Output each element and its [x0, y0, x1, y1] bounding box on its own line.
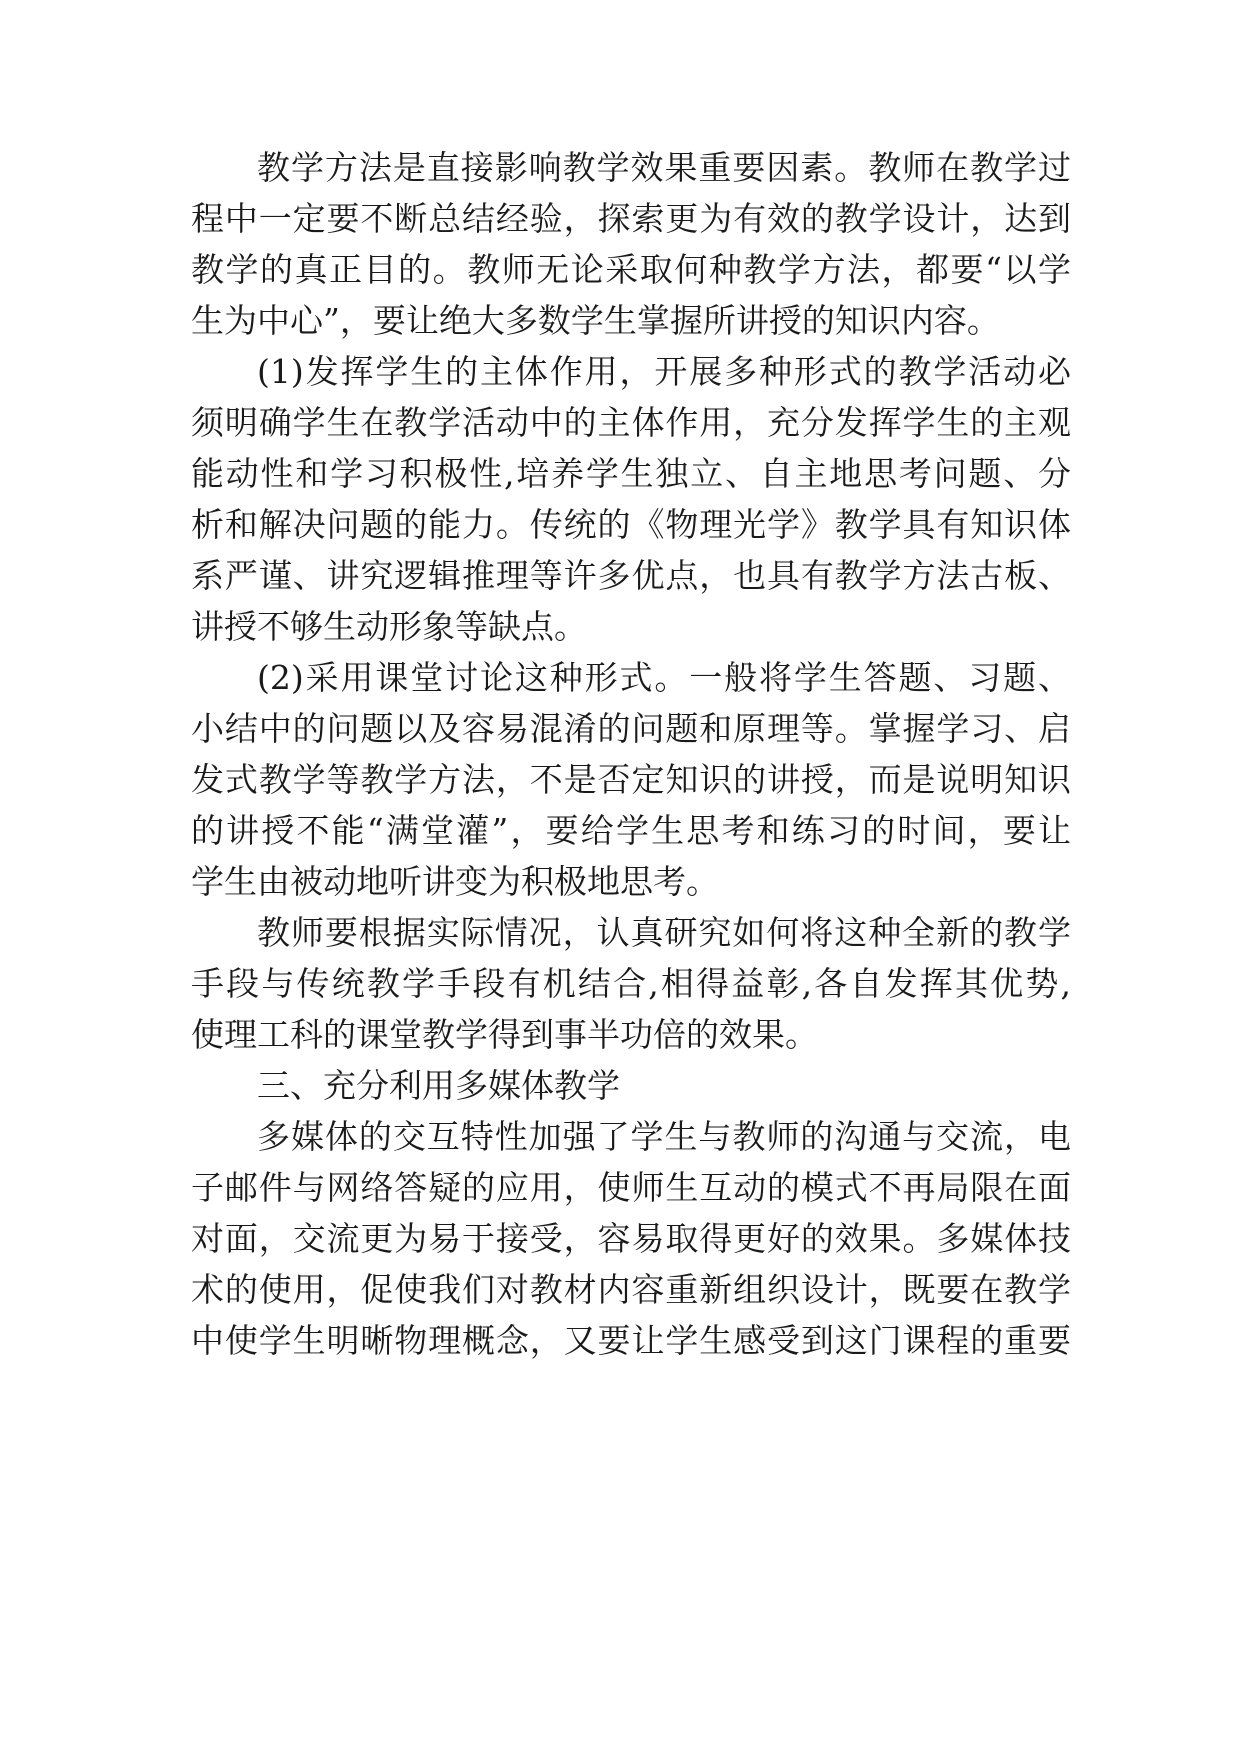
- paragraph-4-line-2: 手段与传统教学手段有机结合,相得益彰,各自发挥其优势,: [191, 964, 1071, 1003]
- section-heading: 三、充分利用多媒体教学: [257, 1066, 620, 1105]
- paragraph-3-line-1: (2)采用课堂讨论这种形式。一般将学生答题、习题、: [257, 658, 1071, 697]
- paragraph-2-line-1: (1)发挥学生的主体作用，开展多种形式的教学活动必: [257, 352, 1071, 391]
- paragraph-5-line-4: 术的使用，促使我们对教材内容重新组织设计，既要在教学: [191, 1270, 1071, 1309]
- paragraph-2-line-5: 系严谨、讲究逻辑推理等许多优点，也具有教学方法古板、: [191, 556, 1071, 595]
- paragraph-2-line-4: 析和解决问题的能力。传统的《物理光学》教学具有知识体: [191, 505, 1071, 544]
- paragraph-1-line-1: 教学方法是直接影响教学效果重要因素。教师在教学过: [257, 148, 1071, 187]
- paragraph-5-line-5: 中使学生明晰物理概念，又要让学生感受到这门课程的重要: [191, 1321, 1071, 1360]
- paragraph-5-line-2: 子邮件与网络答疑的应用，使师生互动的模式不再局限在面: [191, 1168, 1071, 1207]
- paragraph-3-line-5: 学生由被动地听讲变为积极地思考。: [191, 862, 719, 901]
- paragraph-3-line-2: 小结中的问题以及容易混淆的问题和原理等。掌握学习、启: [191, 709, 1071, 748]
- paragraph-5-line-1: 多媒体的交互特性加强了学生与教师的沟通与交流，电: [257, 1117, 1071, 1156]
- paragraph-1-line-3: 教学的真正目的。教师无论采取何种教学方法，都要“以学: [191, 250, 1071, 289]
- paragraph-3-line-3: 发式教学等教学方法，不是否定知识的讲授，而是说明知识: [191, 760, 1071, 799]
- paragraph-5-line-3: 对面，交流更为易于接受，容易取得更好的效果。多媒体技: [191, 1219, 1071, 1258]
- paragraph-4-line-3: 使理工科的课堂教学得到事半功倍的效果。: [191, 1015, 818, 1054]
- paragraph-1-line-4: 生为中心”，要让绝大多数学生掌握所讲授的知识内容。: [191, 301, 1000, 340]
- paragraph-1-line-2: 程中一定要不断总结经验，探索更为有效的教学设计，达到: [191, 199, 1071, 238]
- paragraph-2-line-6: 讲授不够生动形象等缺点。: [191, 607, 587, 646]
- paragraph-2-line-2: 须明确学生在教学活动中的主体作用，充分发挥学生的主观: [191, 403, 1071, 442]
- paragraph-3-line-4: 的讲授不能“满堂灌”，要给学生思考和练习的时间，要让: [191, 811, 1071, 850]
- paragraph-2-line-3: 能动性和学习积极性,培养学生独立、自主地思考问题、分: [191, 454, 1071, 493]
- paragraph-4-line-1: 教师要根据实际情况，认真研究如何将这种全新的教学: [257, 913, 1071, 952]
